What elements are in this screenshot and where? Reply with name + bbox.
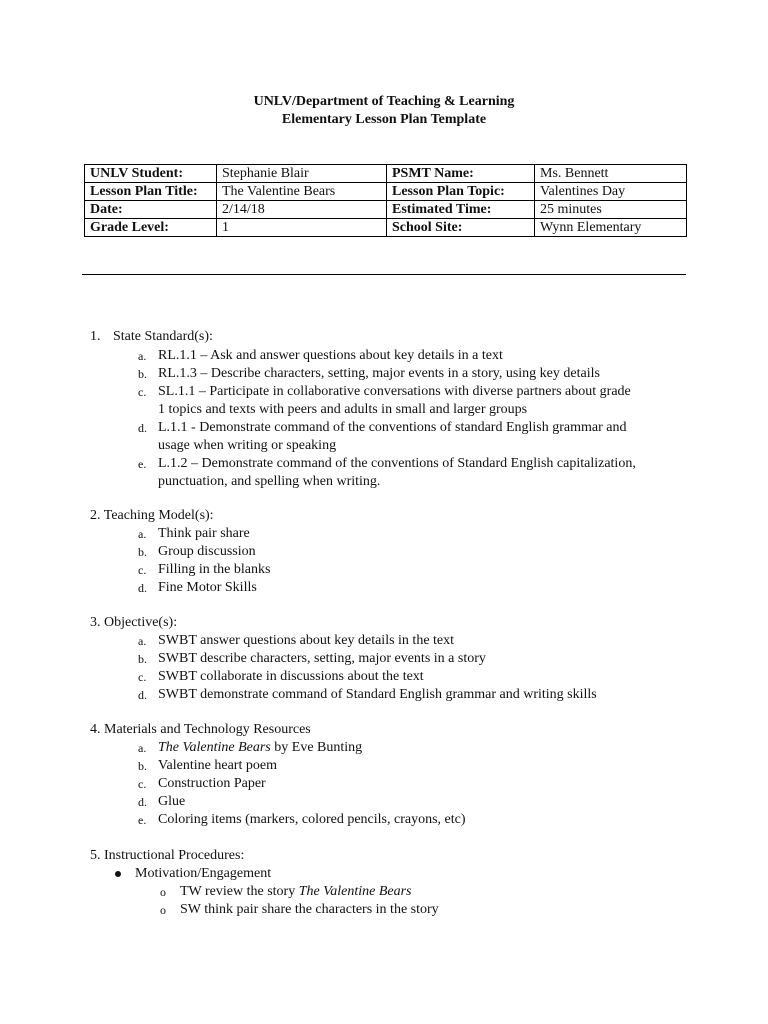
section-heading-standards: State Standard(s): <box>113 329 213 344</box>
list-item: SL.1.1 – Participate in collaborative conversations with diverse partners about grade <box>158 384 631 399</box>
table-row <box>85 201 687 219</box>
table-value: Wynn Elementary <box>535 219 687 237</box>
lesson-info-table <box>84 164 687 237</box>
list-marker: a. <box>138 741 147 755</box>
table-label: Lesson Plan Topic: <box>387 183 535 201</box>
list-item: Valentine heart poem <box>158 758 277 773</box>
book-title: The Valentine Bears <box>158 740 271 755</box>
list-item: SWBT collaborate in discussions about the text <box>158 669 424 684</box>
list-marker: c. <box>138 563 147 577</box>
table-value: The Valentine Bears <box>217 183 387 201</box>
section-heading-objectives: 3. Objective(s): <box>90 615 178 630</box>
document-title: UNLV/Department of Teaching & Learning <box>253 94 515 109</box>
book-author: by Eve Bunting <box>270 740 363 755</box>
list-item: RL.1.1 – Ask and answer questions about key details in a text <box>158 348 503 363</box>
list-marker: e. <box>138 813 147 827</box>
table-value: 1 <box>217 219 387 237</box>
list-item: L.1.1 - Demonstrate command of the conventions of standard English grammar and <box>158 420 627 435</box>
document-subtitle: Elementary Lesson Plan Template <box>281 112 487 127</box>
list-marker: c. <box>138 385 147 399</box>
list-item: Construction Paper <box>158 776 266 791</box>
list-marker: d. <box>138 421 147 435</box>
table-label: Grade Level: <box>85 219 217 237</box>
sub-list-marker: o <box>160 903 166 917</box>
list-item <box>158 739 362 757</box>
horizontal-divider <box>82 274 686 275</box>
list-marker: d. <box>138 581 147 595</box>
list-item-continuation: 1 topics and texts with peers and adults in small and larger groups <box>158 402 528 417</box>
sub-list-item: SW think pair share the characters in the story <box>180 902 439 917</box>
table-row <box>85 183 687 201</box>
list-item-continuation: usage when writing or speaking <box>158 438 337 453</box>
list-marker: c. <box>138 670 147 684</box>
table-row <box>85 219 687 237</box>
list-marker: d. <box>138 795 147 809</box>
list-item: Coloring items (markers, colored pencils, crayons, etc) <box>158 812 466 827</box>
table-label: PSMT Name: <box>387 165 535 183</box>
table-label: School Site: <box>387 219 535 237</box>
list-marker: b. <box>138 367 147 381</box>
section-heading-materials: 4. Materials and Technology Resources <box>90 722 311 737</box>
sub-list-item <box>180 883 411 901</box>
list-item: SWBT demonstrate command of Standard English grammar and writing skills <box>158 687 597 702</box>
list-item: Fine Motor Skills <box>158 580 257 595</box>
section-heading-teaching-models: 2. Teaching Model(s): <box>90 508 214 523</box>
list-item: Group discussion <box>158 544 256 559</box>
section-number: 1. <box>90 329 101 344</box>
list-item: RL.1.3 – Describe characters, setting, major events in a story, using key details <box>158 366 600 381</box>
list-item: Think pair share <box>158 526 250 541</box>
table-value: Valentines Day <box>535 183 687 201</box>
table-value: Stephanie Blair <box>217 165 387 183</box>
list-marker: b. <box>138 652 147 666</box>
table-label: Lesson Plan Title: <box>85 183 217 201</box>
list-marker: d. <box>138 688 147 702</box>
bullet-icon <box>115 871 121 877</box>
table-label: Estimated Time: <box>387 201 535 219</box>
list-item: SWBT answer questions about key details in the text <box>158 633 455 648</box>
section-heading-procedures: 5. Instructional Procedures: <box>90 848 245 863</box>
table-label: Date: <box>85 201 217 219</box>
list-item: Glue <box>158 794 186 809</box>
table-label: UNLV Student: <box>85 165 217 183</box>
list-marker: a. <box>138 634 147 648</box>
list-marker: b. <box>138 759 147 773</box>
table-row <box>85 165 687 183</box>
list-marker: b. <box>138 545 147 559</box>
table-value: 25 minutes <box>535 201 687 219</box>
sub-list-marker: o <box>160 885 166 899</box>
table-value: Ms. Bennett <box>535 165 687 183</box>
table-value: 2/14/18 <box>217 201 387 219</box>
list-item: L.1.2 – Demonstrate command of the conventions of Standard English capitalization, <box>158 456 636 471</box>
list-marker: a. <box>138 527 147 541</box>
sub-item-text: TW review the story <box>180 884 299 899</box>
list-item-continuation: punctuation, and spelling when writing. <box>158 474 381 489</box>
bullet-item: Motivation/Engagement <box>135 866 272 881</box>
list-item: Filling in the blanks <box>158 562 271 577</box>
list-marker: c. <box>138 777 147 791</box>
list-marker: e. <box>138 457 147 471</box>
list-marker: a. <box>138 349 147 363</box>
list-item: SWBT describe characters, setting, major events in a story <box>158 651 486 666</box>
book-title: The Valentine Bears <box>298 884 412 899</box>
